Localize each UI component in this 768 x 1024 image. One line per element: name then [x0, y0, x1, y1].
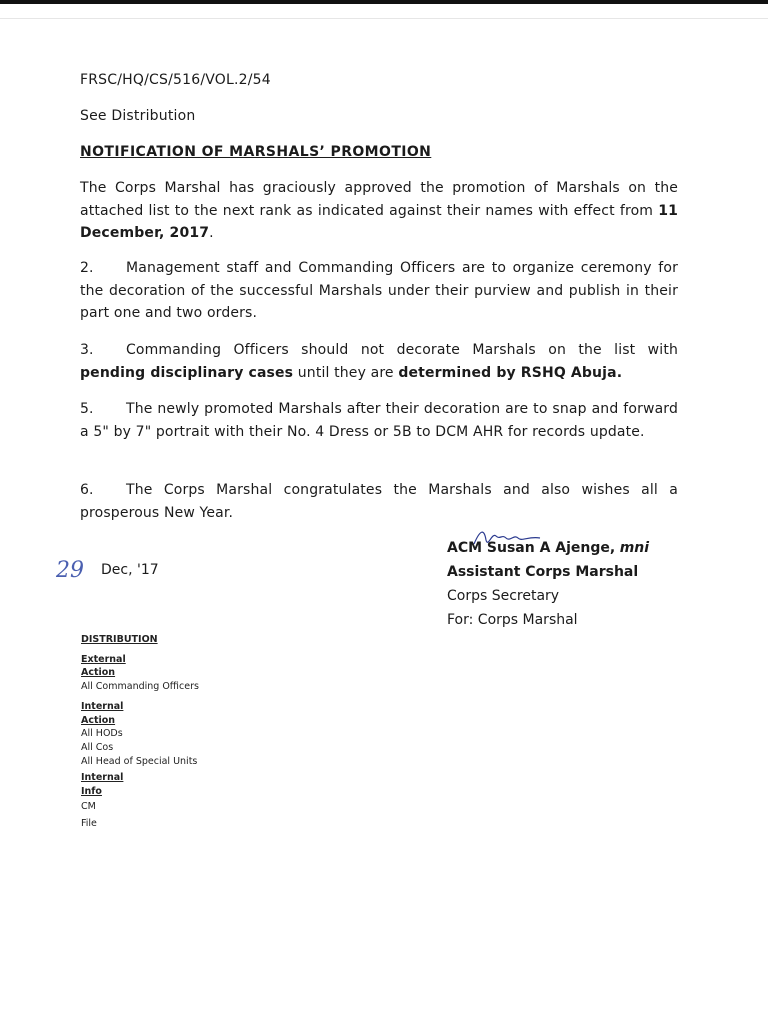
- paragraph-3-text-b: until they are: [297, 364, 394, 381]
- signatory-suffix: mni: [619, 540, 650, 556]
- signatory-name: ACM Susan A Ajenge,: [447, 540, 616, 556]
- paragraph-2-number: 2.: [80, 260, 94, 276]
- paragraph-1-end: .: [209, 225, 214, 241]
- internal-label: Internal: [81, 701, 124, 712]
- paragraph-3-bold-b: determined by RSHQ Abuja.: [398, 364, 623, 381]
- signatory-for: For: Corps Marshal: [447, 612, 578, 628]
- reference-number: FRSC/HQ/CS/516/VOL.2/54: [80, 72, 271, 88]
- signatory-office: Corps Secretary: [447, 588, 560, 604]
- paragraph-5-number: 5.: [80, 401, 94, 417]
- internal-action-item: All Head of Special Units: [81, 756, 198, 767]
- signatory-name-row: [447, 536, 649, 560]
- distribution-heading: DISTRIBUTION: [81, 634, 158, 645]
- paragraph-2-text: Management staff and Commanding Officers are to organize ceremony for the decoration of the successful Marshals under their purview and publish in their part one and two orders.: [80, 260, 678, 321]
- paragraph-6-number: 6.: [80, 482, 94, 498]
- paragraph-3-number: 3.: [80, 342, 94, 358]
- internal-action-item: All HODs: [81, 728, 123, 739]
- paragraph-3-bold-a: pending disciplinary cases: [80, 364, 294, 381]
- date-month-year: Dec, '17: [101, 562, 159, 578]
- internal-action-item: All Cos: [81, 742, 114, 753]
- external-action-label: Action: [81, 667, 116, 678]
- signature-block: [447, 536, 649, 632]
- paragraph-3-text-a: Commanding Officers should not decorate Marshals on the list with: [126, 342, 678, 358]
- paragraph-5: [80, 398, 678, 443]
- see-distribution: See Distribution: [80, 108, 196, 124]
- paragraph-2: [80, 257, 678, 325]
- document-title: NOTIFICATION OF MARSHALS’ PROMOTION: [80, 144, 432, 160]
- internal-info-label: Internal: [81, 772, 124, 783]
- info-label: Info: [81, 786, 102, 797]
- page-top-border: [0, 0, 768, 4]
- external-label: External: [81, 654, 126, 665]
- signatory-rank: Assistant Corps Marshal: [447, 564, 639, 580]
- page-top-rule: [0, 18, 768, 19]
- paragraph-6: [80, 479, 678, 524]
- paragraph-1-text: The Corps Marshal has graciously approved the promotion of Marshals on the attached list to the next rank as indicated against their names with effect from: [80, 180, 678, 219]
- paragraph-3: [80, 339, 678, 384]
- paragraph-1: [80, 177, 678, 245]
- info-item: File: [81, 818, 97, 829]
- effective-date: 11 December, 2017: [80, 202, 679, 241]
- paragraph-6-text: The Corps Marshal congratulates the Marshals and also wishes all a prosperous New Year.: [80, 482, 678, 521]
- info-item: CM: [81, 801, 96, 812]
- external-action-item: All Commanding Officers: [81, 681, 199, 692]
- paragraph-5-text: The newly promoted Marshals after their decoration are to snap and forward a 5" by 7" portrait with their No. 4 Dress or 5B to DCM AHR for records update.: [80, 401, 678, 440]
- handwritten-day: 29: [56, 558, 84, 583]
- internal-action-label: Action: [81, 715, 116, 726]
